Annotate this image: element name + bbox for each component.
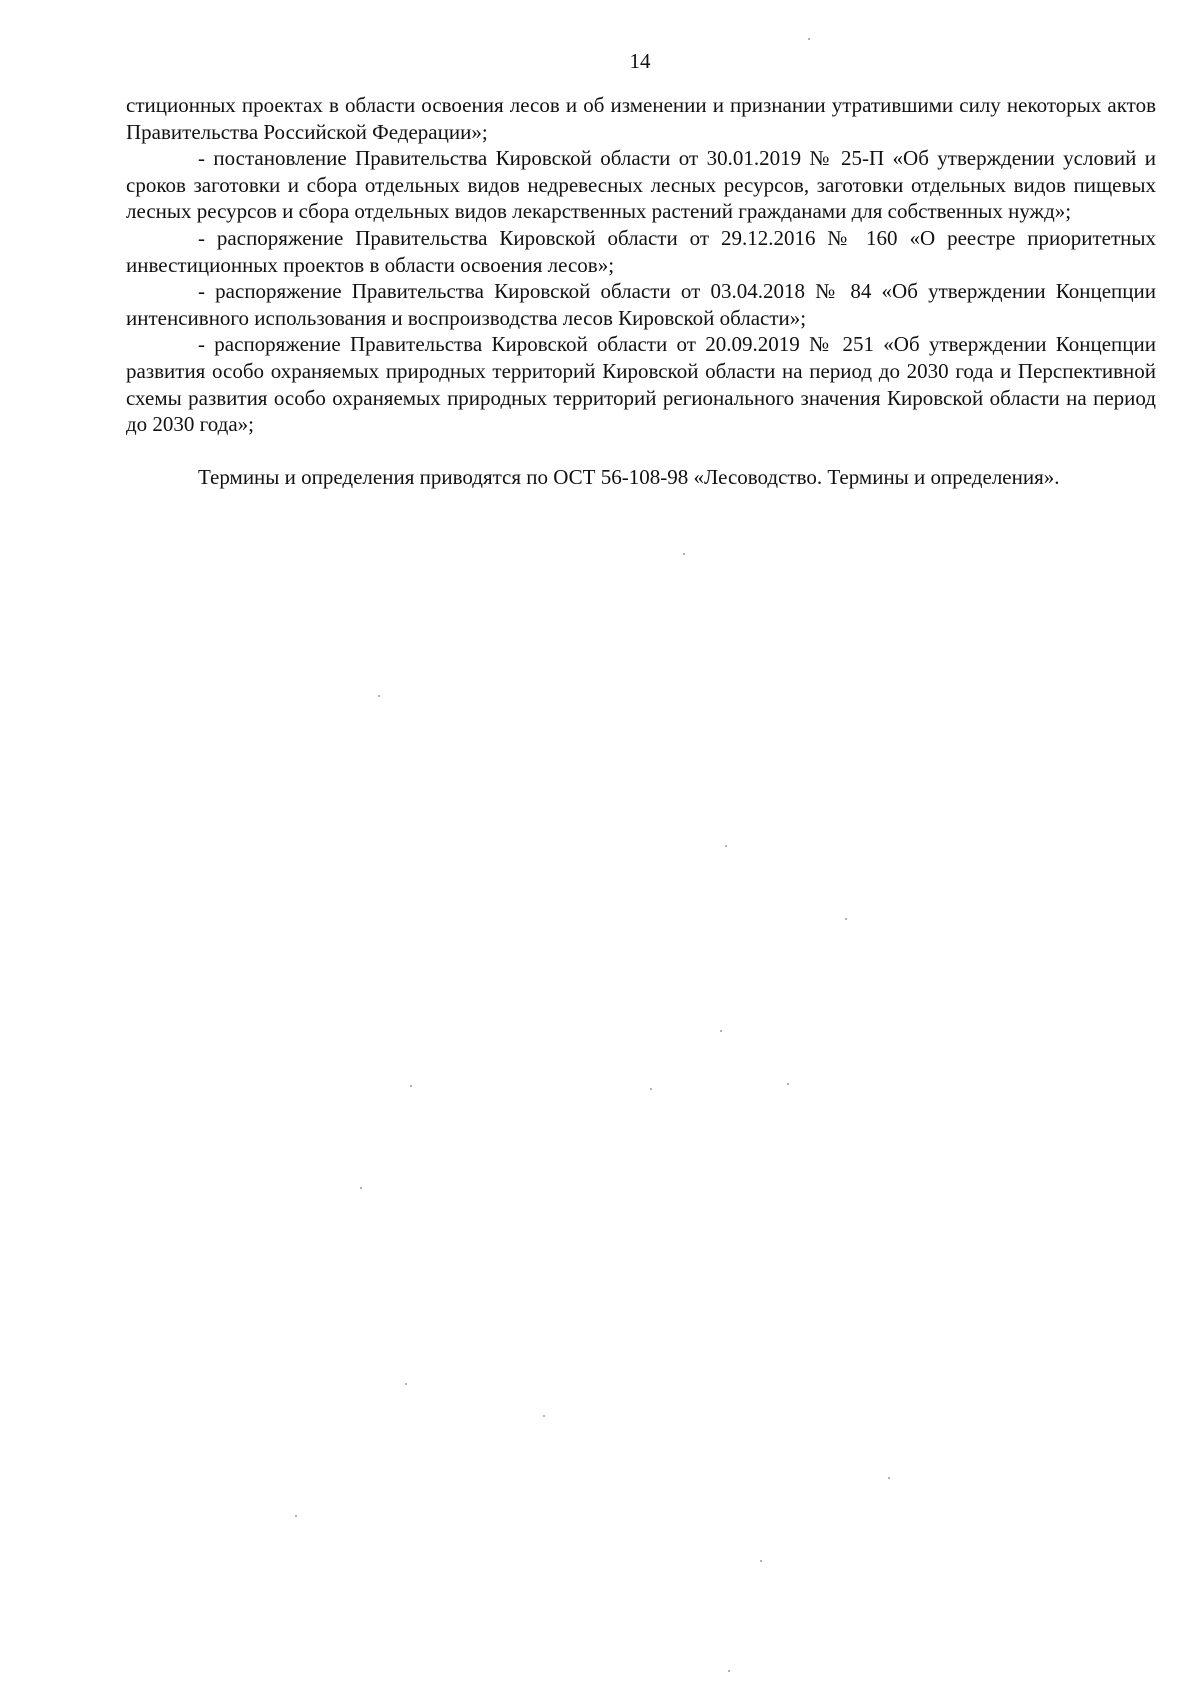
scan-speck [760, 1560, 762, 1562]
scan-speck [787, 1083, 789, 1085]
scan-speck [845, 918, 847, 920]
list-item-resolution-25p: - постановление Правительства Кировской области от 30.01.2019 № 25-П «Об утверждении условий и сроков заготовки и сбора отдельных видов недревесных лесных ресурсов, заготовки отдельных видов пищевых лесных ресурсов и сбора отдельных видов лекарственных растений гражданами для собственных нужд»; [126, 146, 1156, 224]
document-body [126, 92, 1156, 490]
scan-speck [808, 38, 810, 40]
scan-speck [295, 1515, 297, 1517]
scan-speck [405, 1383, 407, 1385]
paragraph-continuation: стиционных проектах в области освоения лесов и об изменении и признании утратившими силу некоторых актов Правительства Российской Федерации»; [126, 93, 1156, 144]
scan-speck [888, 1477, 890, 1479]
list-item-order-251: - распоряжение Правительства Кировской области от 20.09.2019 № 251 «Об утверждении Концепции развития особо охраняемых природных территорий Кировской области на период до 2030 года и Перспективной схемы развития особо охраняемых природных территорий регионального значения Кировской области на период до 2030 года»; [126, 332, 1156, 437]
scan-speck [650, 1088, 652, 1090]
page-number: 14 [629, 49, 651, 73]
scan-speck [725, 845, 727, 847]
scan-speck [360, 1187, 362, 1189]
list-item-order-84: - распоряжение Правительства Кировской области от 03.04.2018 № 84 «Об утверждении Концепции интенсивного использования и воспроизводства лесов Кировской области»; [126, 279, 1156, 330]
scan-speck [543, 1415, 545, 1417]
scan-speck [720, 1030, 722, 1032]
scan-speck [683, 553, 685, 555]
scan-speck [378, 695, 380, 697]
list-item-order-160: - распоряжение Правительства Кировской области от 29.12.2016 № 160 «О реестре приоритетных инвестиционных проектов в области освоения лесов»; [126, 225, 1156, 277]
scan-speck [410, 1085, 412, 1087]
scan-speck [728, 1670, 730, 1672]
terms-paragraph: Термины и определения приводятся по ОСТ 56-108-98 «Лесоводство. Термины и определения». [198, 464, 1060, 489]
